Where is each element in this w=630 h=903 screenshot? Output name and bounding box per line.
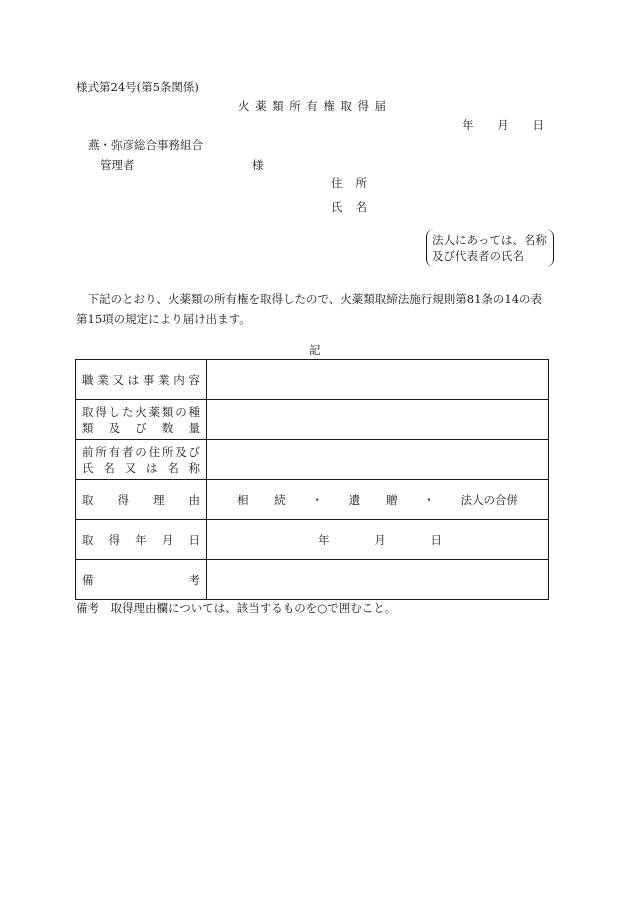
label-char: 取 xyxy=(82,492,94,507)
label-char: 得 xyxy=(108,532,121,547)
title-char: 有 xyxy=(306,99,318,113)
occupation-value-cell[interactable] xyxy=(207,360,549,400)
table-row xyxy=(76,400,549,440)
reason-bequest-char[interactable]: 贈 xyxy=(386,492,398,507)
kind-quantity-label-cell xyxy=(76,400,207,440)
label-char: 備 xyxy=(82,572,94,587)
kind-quantity-value-cell[interactable] xyxy=(207,400,549,440)
label-char: 量 xyxy=(188,420,200,435)
reason-merger-option[interactable]: 法人の合併 xyxy=(460,492,518,507)
acquisition-table xyxy=(75,359,549,600)
reason-value-cell[interactable] xyxy=(207,480,549,520)
label-char: 又 xyxy=(124,460,137,475)
label-char: 種 xyxy=(188,404,200,419)
title-char: 火 xyxy=(238,99,250,113)
table-row xyxy=(76,520,549,560)
label-char: 日 xyxy=(188,532,200,547)
label-char: 理 xyxy=(153,492,165,507)
label-char: 内 xyxy=(173,372,185,387)
label-char: 年 xyxy=(135,532,147,547)
applicant-address-label xyxy=(331,178,367,190)
reason-bequest-char[interactable]: 遺 xyxy=(348,492,361,507)
ki-heading: 記 xyxy=(309,343,321,357)
label-char: た xyxy=(121,404,134,419)
previous-owner-label-cell xyxy=(76,440,207,480)
address-char: 所 xyxy=(355,176,367,190)
addressee-honorific: 様 xyxy=(252,158,264,172)
addressee-organization: 燕・弥彦総合事務組合 xyxy=(88,138,203,152)
title-char: 薬 xyxy=(255,99,267,113)
applicant-name-label xyxy=(331,202,367,214)
label-char: 称 xyxy=(188,460,200,475)
address-char: 住 xyxy=(331,176,343,190)
date-month-label: 月 xyxy=(497,118,509,132)
date-day-label: 日 xyxy=(532,118,544,132)
label-char: び xyxy=(135,420,147,435)
label-char: 職 xyxy=(82,372,94,387)
document-title xyxy=(238,101,386,113)
label-char: 及 xyxy=(175,444,187,459)
label-char: の xyxy=(135,444,147,459)
label-char: 容 xyxy=(188,372,200,387)
label-char: の xyxy=(175,404,187,419)
acquisition-date-value-cell[interactable] xyxy=(207,520,549,560)
table-row xyxy=(76,560,549,600)
form-number: 様式第24号(第5条関係) xyxy=(76,80,199,94)
title-char: 類 xyxy=(272,99,284,113)
label-char: 所 xyxy=(161,444,174,459)
label-char: 数 xyxy=(161,420,174,435)
submission-date xyxy=(462,120,544,132)
label-char: 考 xyxy=(188,572,200,587)
table-row xyxy=(76,480,549,520)
title-char: 届 xyxy=(374,99,386,113)
reason-inheritance-char[interactable]: 相 xyxy=(237,492,249,507)
label-char: し xyxy=(108,404,121,419)
label-char: 氏 xyxy=(82,460,94,475)
label-char: 類 xyxy=(82,420,94,435)
day-label: 日 xyxy=(430,532,442,547)
label-char: 及 xyxy=(108,420,121,435)
body-text: 下記のとおり、火薬類の所有権を取得したので、火薬類取締法施行規則第81条の14の表第15項の規定により届け出ます。 xyxy=(76,292,543,326)
title-char: 所 xyxy=(289,99,301,113)
month-label: 月 xyxy=(374,532,386,547)
label-char: 薬 xyxy=(148,404,161,419)
title-char: 取 xyxy=(340,99,352,113)
label-char: 名 xyxy=(103,460,115,475)
remarks-label-cell xyxy=(76,560,207,600)
label-char: 火 xyxy=(135,404,147,419)
corporation-note-line1: 法人にあっては、名称 xyxy=(432,233,547,247)
name-char: 氏 xyxy=(331,200,343,214)
remarks-value-cell[interactable] xyxy=(207,560,549,600)
label-char: 得 xyxy=(117,492,129,507)
previous-owner-value-cell[interactable] xyxy=(207,440,549,480)
occupation-label-cell xyxy=(76,360,207,400)
label-char: 月 xyxy=(161,532,174,547)
title-char: 得 xyxy=(357,99,369,113)
label-char: 前 xyxy=(82,444,94,459)
label-char: 取 xyxy=(82,532,94,547)
label-char: 業 xyxy=(97,372,109,387)
label-char: 取 xyxy=(82,404,94,419)
label-char: 又 xyxy=(112,372,124,387)
label-char: 名 xyxy=(167,460,179,475)
label-char: は xyxy=(127,372,140,387)
table-row xyxy=(76,440,549,480)
label-char: び xyxy=(188,444,200,459)
acquisition-date-label-cell xyxy=(76,520,207,560)
label-char: 得 xyxy=(95,404,107,419)
reason-label-cell xyxy=(76,480,207,520)
label-char: は xyxy=(145,460,158,475)
label-char: 由 xyxy=(188,492,200,507)
label-char: 住 xyxy=(148,444,161,459)
label-char: 者 xyxy=(121,444,134,459)
footnote-remark: 備考 取得理由欄については、該当するものを○で囲むこと。 xyxy=(76,601,397,615)
label-char: 事 xyxy=(142,372,155,387)
name-char: 名 xyxy=(355,200,367,214)
label-char: 有 xyxy=(108,444,121,459)
label-char: 業 xyxy=(158,372,170,387)
date-year-label: 年 xyxy=(462,118,474,132)
label-char: 所 xyxy=(95,444,107,459)
label-char: 類 xyxy=(161,404,174,419)
table-row xyxy=(76,360,549,400)
addressee-manager: 管理者 xyxy=(100,158,135,172)
corporation-note-bracket xyxy=(426,229,554,267)
year-label: 年 xyxy=(318,532,330,547)
separator-dot: ・ xyxy=(311,492,323,507)
corporation-note-line2: 及び代表者の氏名 xyxy=(432,249,524,263)
title-char: 権 xyxy=(323,99,335,113)
separator-dot: ・ xyxy=(423,492,435,507)
reason-inheritance-char[interactable]: 続 xyxy=(274,492,286,507)
